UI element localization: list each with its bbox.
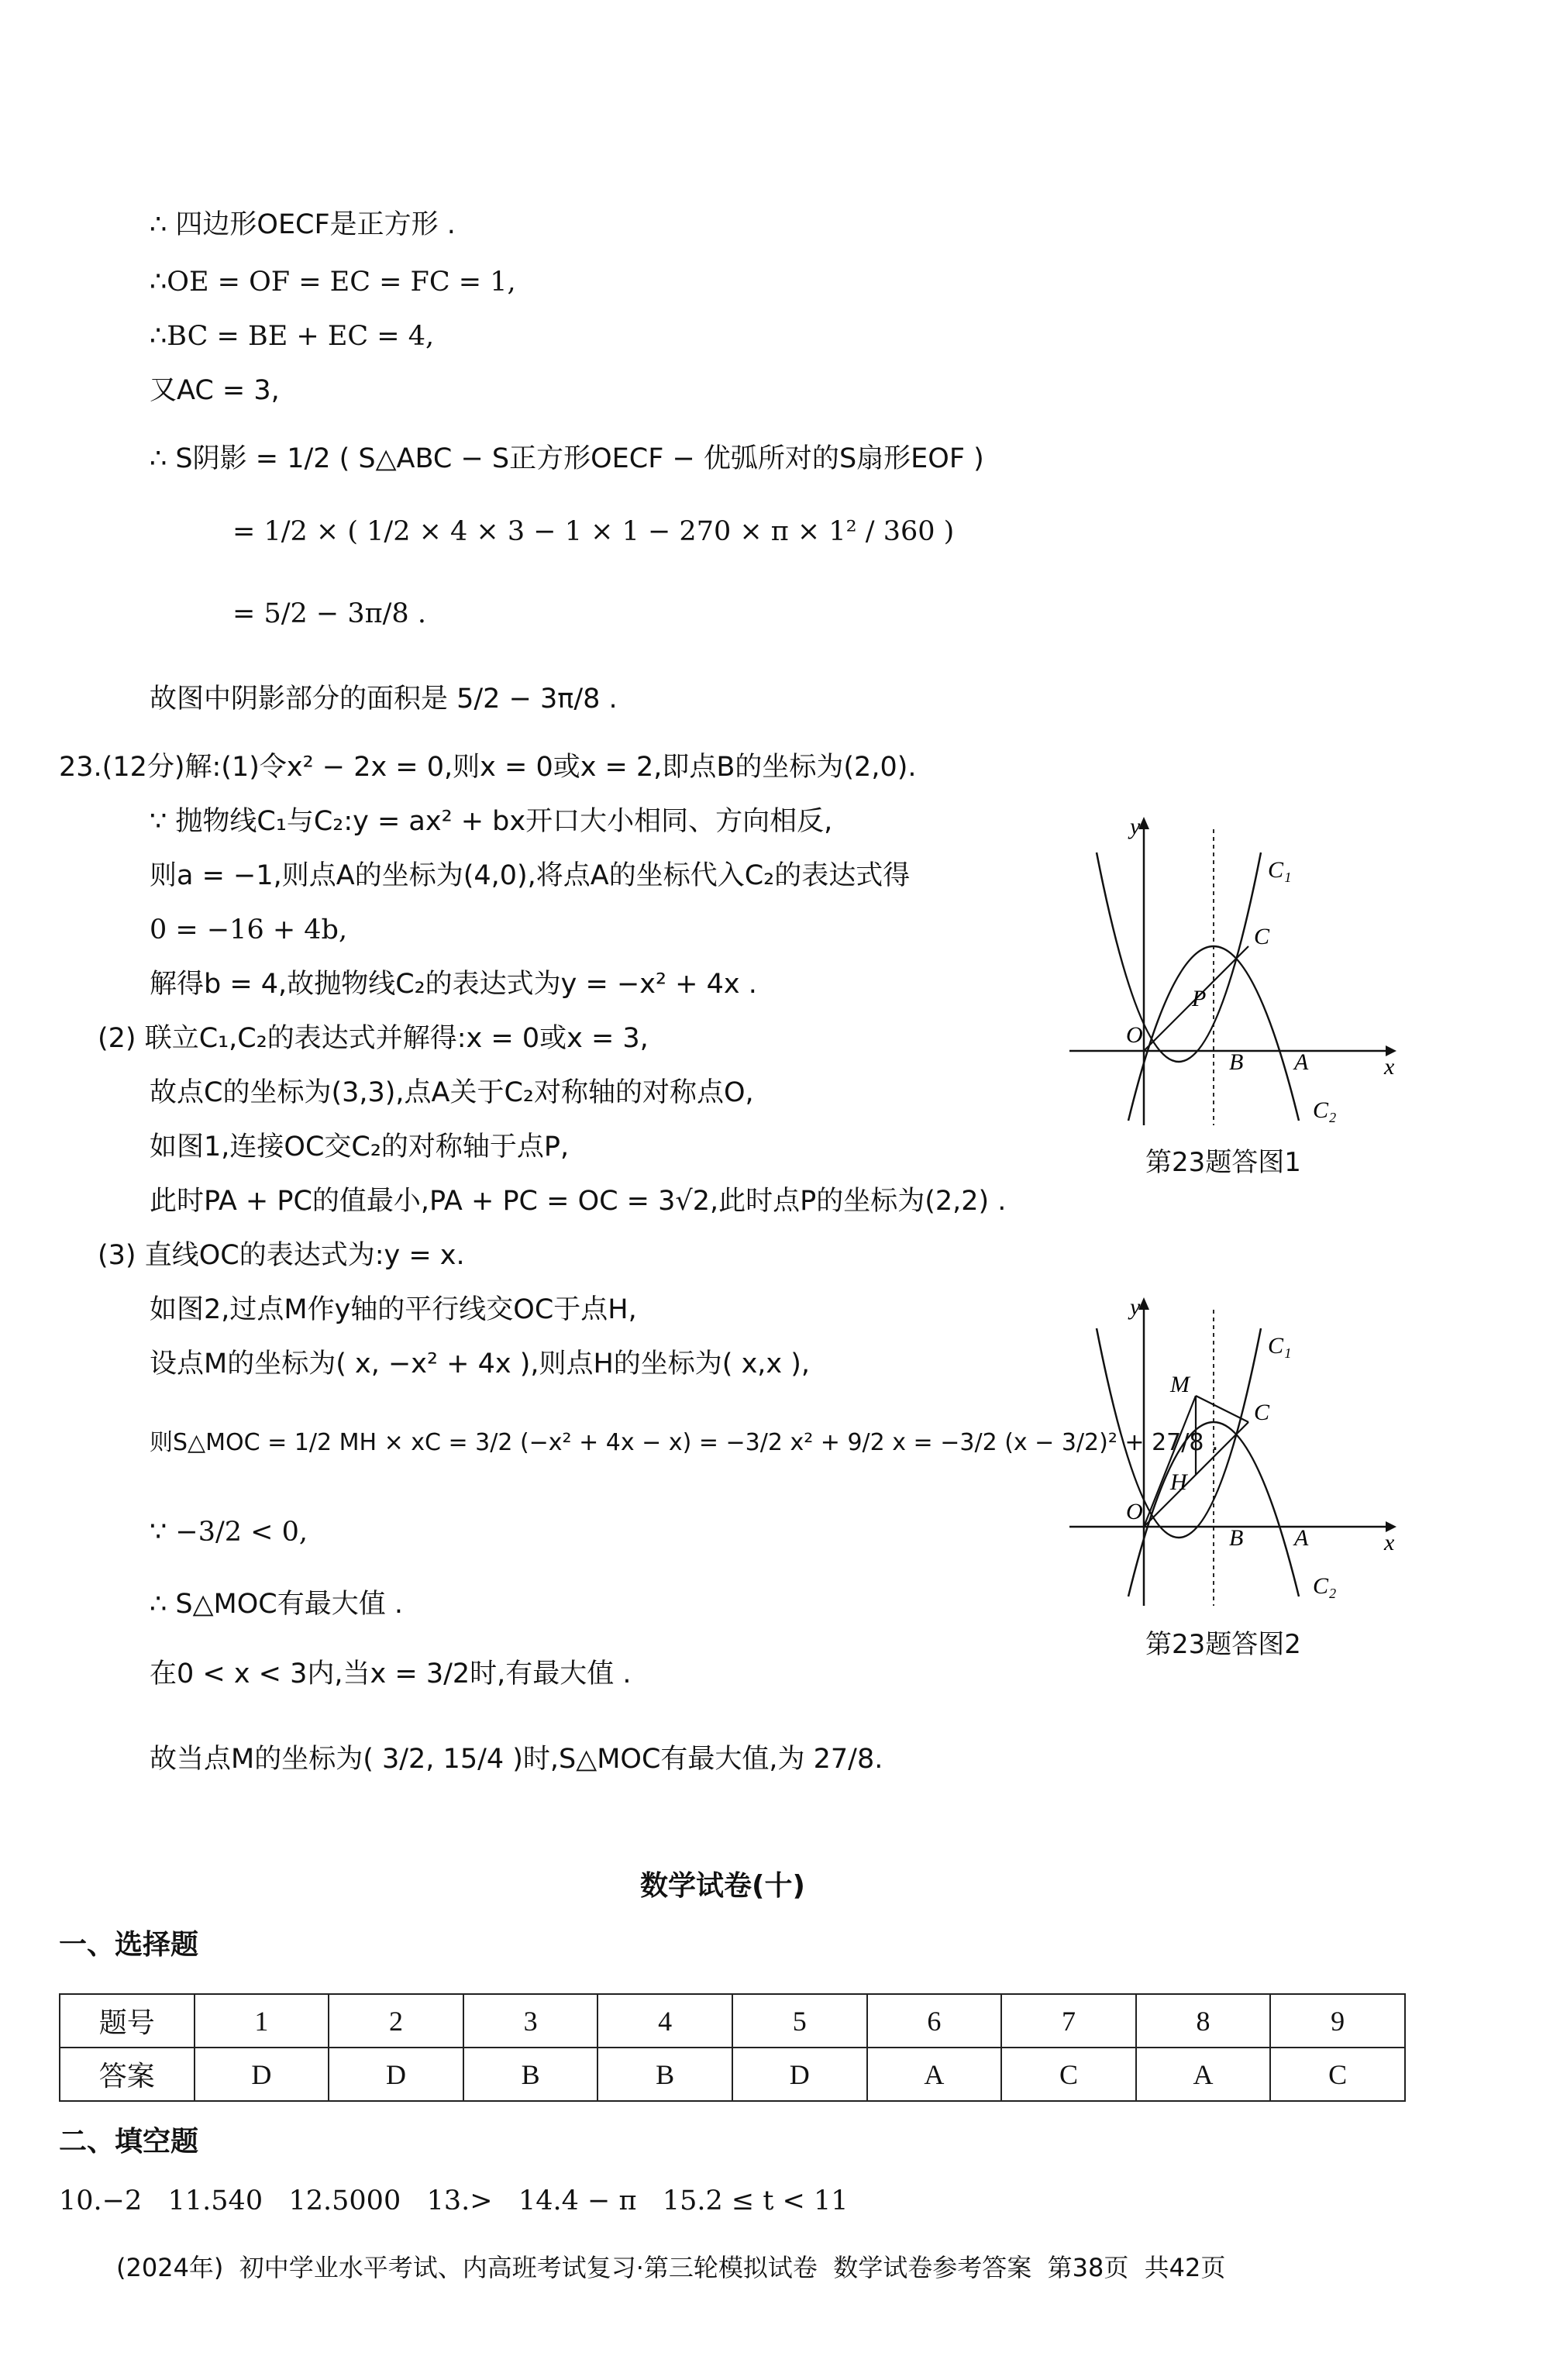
fill-blank-answers: 10.−2 11.540 12.5000 13.> 14.4 − π 15.2 ≤ t < 11 — [59, 2185, 849, 2216]
answer-cell: D — [195, 2048, 329, 2101]
q23-p3-6: ∴ S△MOC有最大值 . — [150, 1589, 403, 1620]
question-number: 3 — [463, 1994, 598, 2048]
segment-mc — [1196, 1396, 1248, 1422]
q23-head: 23.(12分)解:(1)令x² − 2x = 0,则x = 0或x = 2,即点B的坐标为(2,0). — [59, 752, 917, 783]
figure-1 — [1062, 806, 1403, 1131]
q22-line-2: ∴OE = OF = EC = FC = 1, — [150, 267, 516, 298]
question-number: 8 — [1136, 1994, 1271, 2048]
q23-p3-4: 则S△MOC = 1/2 MH × xC = 3/2 (−x² + 4x − x) = −3/2 x² + 9/2 x = −3/2 (x − 3/2)² + 27/8 . — [150, 1429, 1219, 1456]
label-c2: C₂ — [1313, 1573, 1337, 1599]
label-h: H — [1170, 1469, 1187, 1495]
segment-om — [1144, 1396, 1196, 1527]
label-y: y — [1130, 814, 1141, 839]
label-c2: C₂ — [1313, 1097, 1337, 1123]
label-m: M — [1170, 1372, 1190, 1397]
label-p: P — [1192, 986, 1207, 1011]
parabola-c1 — [1097, 852, 1261, 1062]
question-number: 9 — [1270, 1994, 1405, 2048]
figure-2 — [1062, 1286, 1403, 1612]
label-o: O — [1126, 1499, 1143, 1524]
answer-cell: D — [329, 2048, 463, 2101]
q23-p2-3: 如图1,连接OC交C₂的对称轴于点P, — [150, 1131, 570, 1162]
answer-cell: A — [867, 2048, 1002, 2101]
q23-p1-4: 解得b = 4,故抛物线C₂的表达式为y = −x² + 4x . — [150, 969, 757, 1000]
q23-p3-8: 故当点M的坐标为( 3/2, 15/4 )时,S△MOC有最大值,为 27/8. — [150, 1744, 883, 1775]
q23-p1-1: ∵ 抛物线C₁与C₂:y = ax² + bx开口大小相同、方向相反, — [150, 806, 833, 837]
parabola-c1 — [1097, 1328, 1261, 1538]
row-head-answer: 答案 — [60, 2048, 195, 2101]
question-number: 7 — [1001, 1994, 1136, 2048]
answer-cell: A — [1136, 2048, 1271, 2101]
label-a: A — [1294, 1525, 1309, 1551]
question-number: 2 — [329, 1994, 463, 2048]
question-number: 5 — [732, 1994, 867, 2048]
q22-line-5: ∴ S阴影 = 1/2 ( S△ABC − S正方形OECF − 优弧所对的S扇形EOF ) — [150, 443, 984, 474]
q23-p3-1: (3) 直线OC的表达式为:y = x. — [98, 1240, 465, 1271]
table-row-answers — [60, 2048, 1405, 2101]
question-number: 4 — [597, 1994, 732, 2048]
question-number: 1 — [195, 1994, 329, 2048]
section-2-heading: 二、填空题 — [59, 2126, 199, 2158]
q23-p2-1: (2) 联立C₁,C₂的表达式并解得:x = 0或x = 3, — [98, 1023, 649, 1054]
q22-line-1: ∴ 四边形OECF是正方形 . — [150, 209, 456, 240]
answer-cell: D — [732, 2048, 867, 2101]
figure-2-caption: 第23题答图2 — [1145, 1629, 1301, 1660]
q22-line-7: = 5/2 − 3π/8 . — [232, 598, 426, 629]
q23-p3-2: 如图2,过点M作y轴的平行线交OC于点H, — [150, 1294, 637, 1325]
q23-p3-3: 设点M的坐标为( x, −x² + 4x ),则点H的坐标为( x,x ), — [150, 1348, 811, 1379]
q22-line-3: ∴BC = BE + EC = 4, — [150, 321, 435, 352]
q23-p1-2: 则a = −1,则点A的坐标为(4,0),将点A的坐标代入C₂的表达式得 — [150, 860, 911, 891]
label-x: x — [1384, 1530, 1395, 1555]
table-row-numbers — [60, 1994, 1405, 2048]
parabola-c2 — [1128, 1422, 1299, 1596]
q23-p2-2: 故点C的坐标为(3,3),点A关于C₂对称轴的对称点O, — [150, 1077, 754, 1108]
label-x: x — [1384, 1054, 1395, 1080]
q22-line-6: = 1/2 × ( 1/2 × 4 × 3 − 1 × 1 − 270 × π × 1² / 360 ) — [232, 516, 955, 547]
label-c: C — [1254, 1400, 1270, 1425]
q23-p3-7: 在0 < x < 3内,当x = 3/2时,有最大值 . — [150, 1658, 632, 1689]
answer-cell: B — [463, 2048, 598, 2101]
page-footer: (2024年) 初中学业水平考试、内高班考试复习·第三轮模拟试卷 数学试卷参考答案 第38页 共42页 — [116, 2253, 1226, 2282]
q23-p3-5: ∵ −3/2 < 0, — [150, 1517, 308, 1548]
answer-table — [59, 1993, 1406, 2102]
answer-cell: C — [1270, 2048, 1405, 2101]
q23-p1-3: 0 = −16 + 4b, — [150, 914, 348, 945]
label-b: B — [1229, 1525, 1244, 1551]
row-head-number: 题号 — [60, 1994, 195, 2048]
label-y: y — [1130, 1294, 1141, 1320]
label-c: C — [1254, 924, 1270, 949]
label-o: O — [1126, 1022, 1143, 1048]
q22-line-4: 又AC = 3, — [150, 375, 280, 406]
label-b: B — [1229, 1049, 1244, 1075]
q23-p2-4: 此时PA + PC的值最小,PA + PC = OC = 3√2,此时点P的坐标为(2,2) . — [150, 1186, 1007, 1217]
answer-cell: B — [597, 2048, 732, 2101]
label-a: A — [1294, 1049, 1309, 1075]
question-number: 6 — [867, 1994, 1002, 2048]
label-c1: C₁ — [1268, 1333, 1292, 1359]
label-c1: C₁ — [1268, 857, 1292, 883]
section-1-heading: 一、选择题 — [59, 1929, 199, 1961]
q22-line-8: 故图中阴影部分的面积是 5/2 − 3π/8 . — [150, 684, 618, 715]
exam-title: 数学试卷(十) — [640, 1870, 805, 1902]
answer-cell: C — [1001, 2048, 1136, 2101]
figure-1-caption: 第23题答图1 — [1145, 1147, 1301, 1178]
